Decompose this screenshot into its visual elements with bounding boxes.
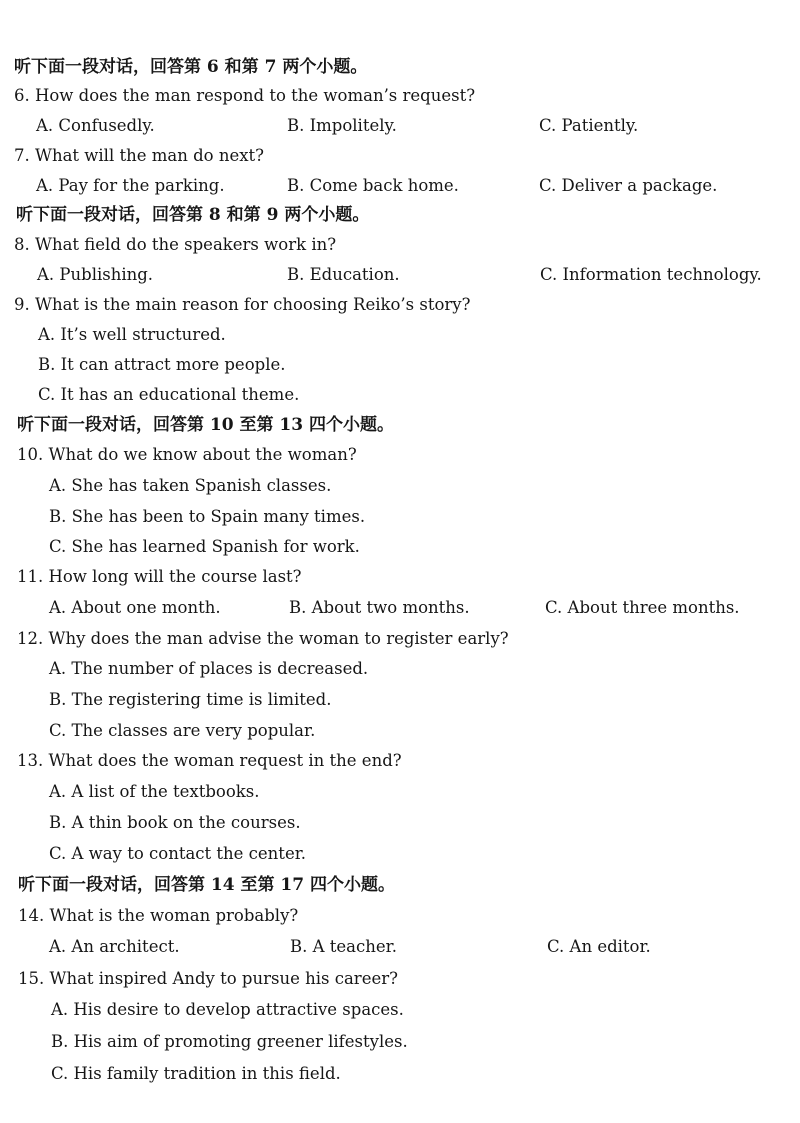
question-text: 15. What inspired Andy to pursue his career? xyxy=(18,969,398,988)
option-b: B. The registering time is limited. xyxy=(49,690,332,709)
option-a: A. About one month. xyxy=(49,598,221,617)
section-heading-text: 听下面一段对话，回答第 14 至第 17 四个小题。 xyxy=(18,875,395,895)
option-c: C. A way to contact the center. xyxy=(49,844,307,863)
question-14 xyxy=(0,901,800,931)
section-heading xyxy=(0,410,800,440)
question-10 xyxy=(0,440,800,470)
section-heading xyxy=(0,52,800,82)
section-heading xyxy=(0,870,800,900)
option-row xyxy=(0,685,800,715)
option-a: A. It’s well structured. xyxy=(38,325,226,344)
option-a: A. Publishing. xyxy=(37,265,154,284)
option-row xyxy=(0,654,800,684)
option-c: C. About three months. xyxy=(545,598,740,617)
options-row-7 xyxy=(0,171,800,201)
option-a: A. His desire to develop attractive spaces. xyxy=(51,1000,404,1019)
option-a: A. Pay for the parking. xyxy=(36,176,225,195)
option-row xyxy=(0,350,800,380)
question-6 xyxy=(0,81,800,111)
option-row xyxy=(0,716,800,746)
option-c: C. Patiently. xyxy=(539,116,639,135)
option-b: B. It can attract more people. xyxy=(38,355,286,374)
option-b: B. A teacher. xyxy=(290,937,397,956)
question-text: 7. What will the man do next? xyxy=(14,146,265,165)
option-c: C. Deliver a package. xyxy=(539,176,718,195)
option-c: C. It has an educational theme. xyxy=(38,385,300,404)
option-row xyxy=(0,995,800,1025)
option-row xyxy=(0,1059,800,1089)
option-a: A. Confusedly. xyxy=(36,116,155,135)
option-row xyxy=(0,320,800,350)
question-text: 13. What does the woman request in the end? xyxy=(17,751,402,770)
option-a: A. The number of places is decreased. xyxy=(49,659,369,678)
question-text: 14. What is the woman probably? xyxy=(18,906,299,925)
options-row-8 xyxy=(0,260,800,290)
question-text: 11. How long will the course last? xyxy=(17,567,302,586)
question-13 xyxy=(0,746,800,776)
question-text: 9. What is the main reason for choosing Reiko’s story? xyxy=(14,295,471,314)
section-heading-text: 听下面一段对话，回答第 8 和第 9 两个小题。 xyxy=(16,205,370,225)
option-c: C. She has learned Spanish for work. xyxy=(49,537,360,556)
question-text: 8. What field do the speakers work in? xyxy=(14,235,337,254)
option-b: B. His aim of promoting greener lifestyles. xyxy=(51,1032,408,1051)
option-b: B. Come back home. xyxy=(287,176,459,195)
question-7 xyxy=(0,141,800,171)
option-row xyxy=(0,532,800,562)
question-text: 10. What do we know about the woman? xyxy=(17,445,357,464)
option-row xyxy=(0,808,800,838)
option-a: A. A list of the textbooks. xyxy=(49,782,260,801)
section-heading-text: 听下面一段对话，回答第 10 至第 13 四个小题。 xyxy=(17,415,394,435)
option-a: A. An architect. xyxy=(49,937,180,956)
option-b: B. Impolitely. xyxy=(287,116,397,135)
question-text: 12. Why does the man advise the woman to register early? xyxy=(17,629,509,648)
option-c: C. An editor. xyxy=(547,937,651,956)
question-8 xyxy=(0,230,800,260)
option-c: C. His family tradition in this field. xyxy=(51,1064,341,1083)
option-b: B. She has been to Spain many times. xyxy=(49,507,366,526)
section-heading-text: 听下面一段对话，回答第 6 和第 7 两个小题。 xyxy=(14,57,368,77)
options-row-11 xyxy=(0,593,800,623)
option-b: B. A thin book on the courses. xyxy=(49,813,301,832)
options-row-6 xyxy=(0,111,800,141)
option-b: B. Education. xyxy=(287,265,400,284)
option-c: C. Information technology. xyxy=(540,265,762,284)
options-row-14 xyxy=(0,932,800,962)
option-row xyxy=(0,777,800,807)
option-row xyxy=(0,502,800,532)
question-15 xyxy=(0,964,800,994)
option-row xyxy=(0,380,800,410)
option-b: B. About two months. xyxy=(289,598,470,617)
option-a: A. She has taken Spanish classes. xyxy=(49,476,332,495)
option-row xyxy=(0,839,800,869)
section-heading xyxy=(0,200,800,230)
question-11 xyxy=(0,562,800,592)
option-row xyxy=(0,471,800,501)
question-text: 6. How does the man respond to the woman’s request? xyxy=(14,86,476,105)
question-12 xyxy=(0,624,800,654)
option-row xyxy=(0,1027,800,1057)
option-c: C. The classes are very popular. xyxy=(49,721,316,740)
question-9 xyxy=(0,290,800,320)
